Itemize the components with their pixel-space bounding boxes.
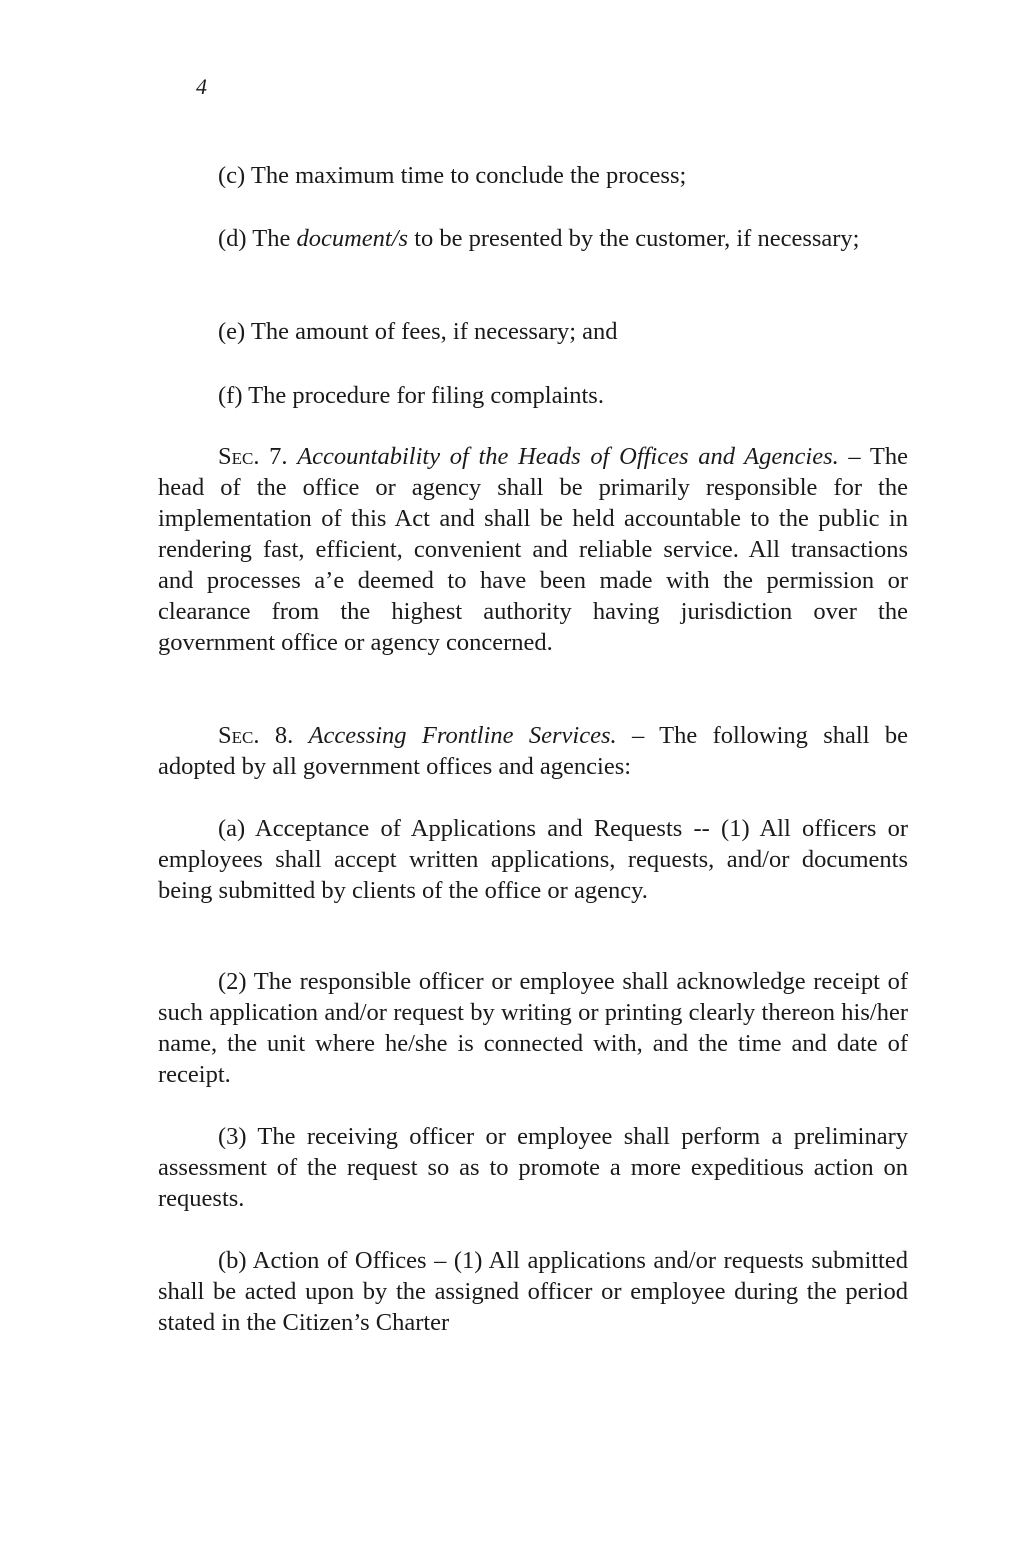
paragraph-a-3: (3) The receiving officer or employee shall perform a preliminary assessment of the request so as to promote a more expeditious action on requests. (158, 1123, 908, 1212)
section-7-title: Accountability of the Heads of Offices and Agencies. (297, 443, 839, 470)
paragraph-a-2: (2) The responsible officer or employee shall acknowledge receipt of such application and/or request by writing or printing clearly thereon his/her name, the unit where he/she is connected with, and the time and date of receipt. (158, 968, 908, 1088)
section-7-body: – The head of the office or agency shall be primarily responsible for the implementation of this Act and shall be held accountable to the public in rendering fast, efficient, convenient and reliable service. All transactions and processes a’e deemed to have been made with the permission or clearance from the highest authority having jurisdiction over the government office or agency concerned. (158, 443, 909, 656)
page-number: 4 (196, 74, 207, 99)
section-7 (158, 441, 908, 658)
section-8 (158, 720, 908, 782)
item-d (158, 223, 908, 254)
item-e: (e) The amount of fees, if necessary; and (218, 318, 618, 345)
section-7-label: Sec. 7. (218, 443, 288, 470)
item-f: (f) The procedure for filing complaints. (218, 382, 604, 409)
section-8-label: Sec. 8. (218, 722, 294, 749)
section-8-body: – The following shall be adopted by all government offices and agencies: (158, 722, 908, 780)
item-d-label: (d) The (218, 225, 297, 252)
section-8-title: Accessing Frontline Services. (308, 722, 617, 749)
item-d-italic: document/s (296, 225, 409, 252)
paragraph-b-1: (b) Action of Offices – (1) All applications and/or requests submitted shall be acted upon by the assigned officer or employee during the period stated in the Citizen’s Charter (158, 1247, 908, 1336)
item-d-rest: to be presented by the customer, if necessary; (408, 225, 860, 252)
item-c: (c) The maximum time to conclude the process; (218, 162, 687, 189)
paragraph-a-1: (a) Acceptance of Applications and Requests -- (1) All officers or employees shall accept written applications, requests, and/or documents being submitted by clients of the office or agency. (158, 815, 908, 904)
